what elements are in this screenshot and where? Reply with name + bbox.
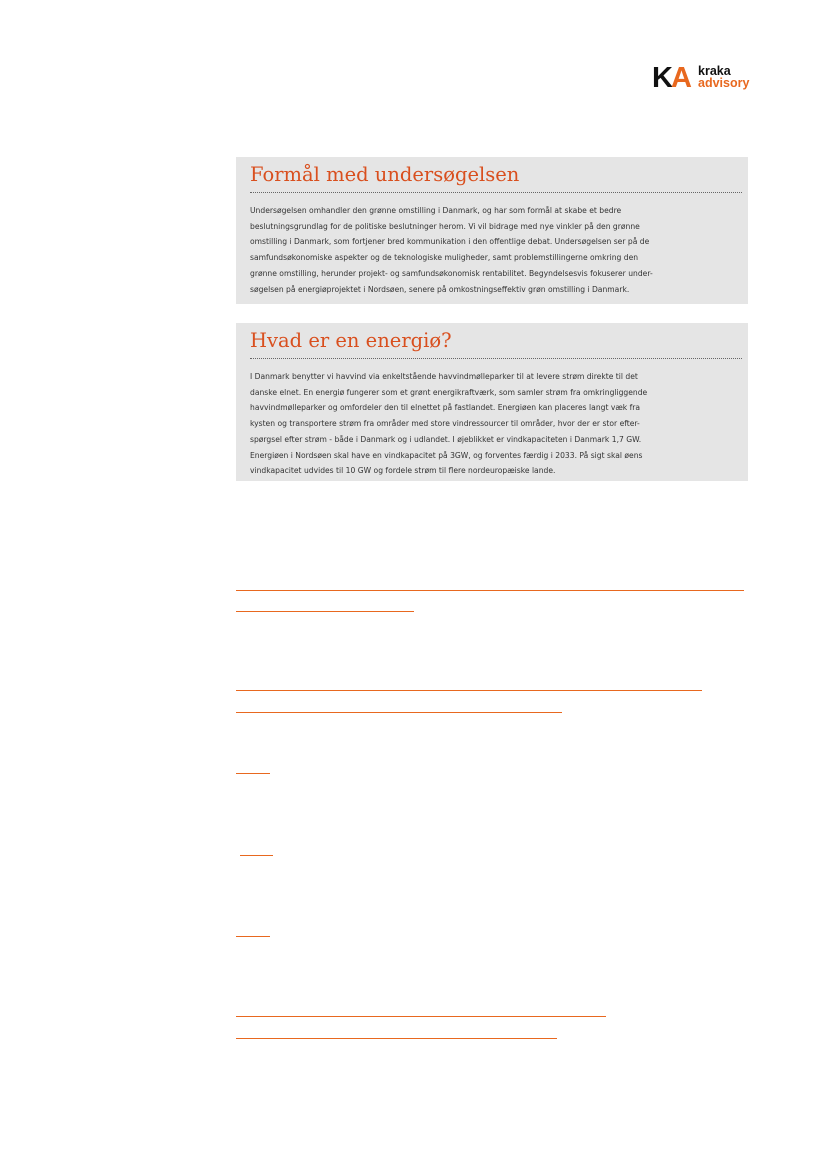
energy-island-line: spørgsel efter strøm - både i Danmark og i udlandet. I øjeblikket er vindkapaciteten i Danmark 1,7 GW. (250, 434, 642, 444)
link-underline[interactable] (236, 690, 702, 691)
purpose-line: Undersøgelsen omhandler den grønne omstilling i Danmark, og har som formål at skabe et bedre (250, 206, 622, 215)
purpose-line: beslutningsgrundlag for de politiske beslutninger herom. Vi vil bidrage med nye vinkler på den grønne (250, 221, 640, 231)
dotted-divider (250, 358, 742, 359)
link-underline[interactable] (236, 712, 562, 713)
link-underline[interactable] (236, 611, 414, 612)
purpose-line: omstilling i Danmark, som fortjener bred kommunikation i den offentlige debat. Undersøgelsen ser på de (250, 237, 650, 247)
energy-island-line: kysten og transportere strøm fra områder med store vindressourcer til områder, hvor der er stor efter- (250, 419, 640, 429)
link-underline[interactable] (236, 936, 270, 937)
purpose-box (236, 157, 748, 304)
logo-word-kraka: kraka (698, 64, 731, 78)
purpose-heading: Formål med undersøgelsen (250, 163, 520, 186)
energy-island-line: I Danmark benytter vi havvind via enkeltstående havvindmølleparker til at levere strøm direkte til det (250, 372, 638, 381)
link-underline[interactable] (236, 590, 744, 591)
energy-island-line: havvindmølleparker og omfordeler den til elnettet på fastlandet. Energiøen kan placeres langt væk fra (250, 403, 641, 413)
link-underline[interactable] (236, 1016, 606, 1017)
energy-island-heading: Hvad er en energiø? (250, 329, 452, 352)
purpose-text (250, 203, 740, 297)
purpose-line: grønne omstilling, herunder projekt- og samfundsøkonomisk rentabilitet. Begyndelsesvis fokuserer under- (250, 268, 653, 278)
kraka-advisory-logo (652, 64, 752, 94)
purpose-line: søgelsen på energiøprojektet i Nordsøen, senere på omkostningseffektiv grøn omstilling i Danmark. (250, 284, 630, 294)
energy-island-box (236, 323, 748, 481)
energy-island-text (250, 369, 740, 479)
energy-island-line: danske elnet. En energiø fungerer som et grønt energikraftværk, som samler strøm fra omkringliggende (250, 387, 648, 397)
purpose-line: samfundsøkonomiske aspekter og de teknologiske muligheder, samt problemstillingerne omkring den (250, 253, 639, 263)
link-underline[interactable] (236, 773, 270, 774)
logo-mark-k: K (652, 62, 671, 94)
energy-island-line: Energiøen i Nordsøen skal have en vindkapacitet på 3GW, og forventes færdig i 2033. På sigt skal øens (250, 450, 643, 460)
link-underline[interactable] (236, 1038, 557, 1039)
link-underline[interactable] (240, 855, 273, 856)
logo-mark-a: A (670, 62, 690, 94)
dotted-divider (250, 192, 742, 193)
logo-word-advisory: advisory (698, 76, 750, 90)
logo-mark (652, 64, 690, 92)
energy-island-line: vindkapacitet udvides til 10 GW og fordele strøm til flere nordeuropæiske lande. (250, 466, 556, 476)
